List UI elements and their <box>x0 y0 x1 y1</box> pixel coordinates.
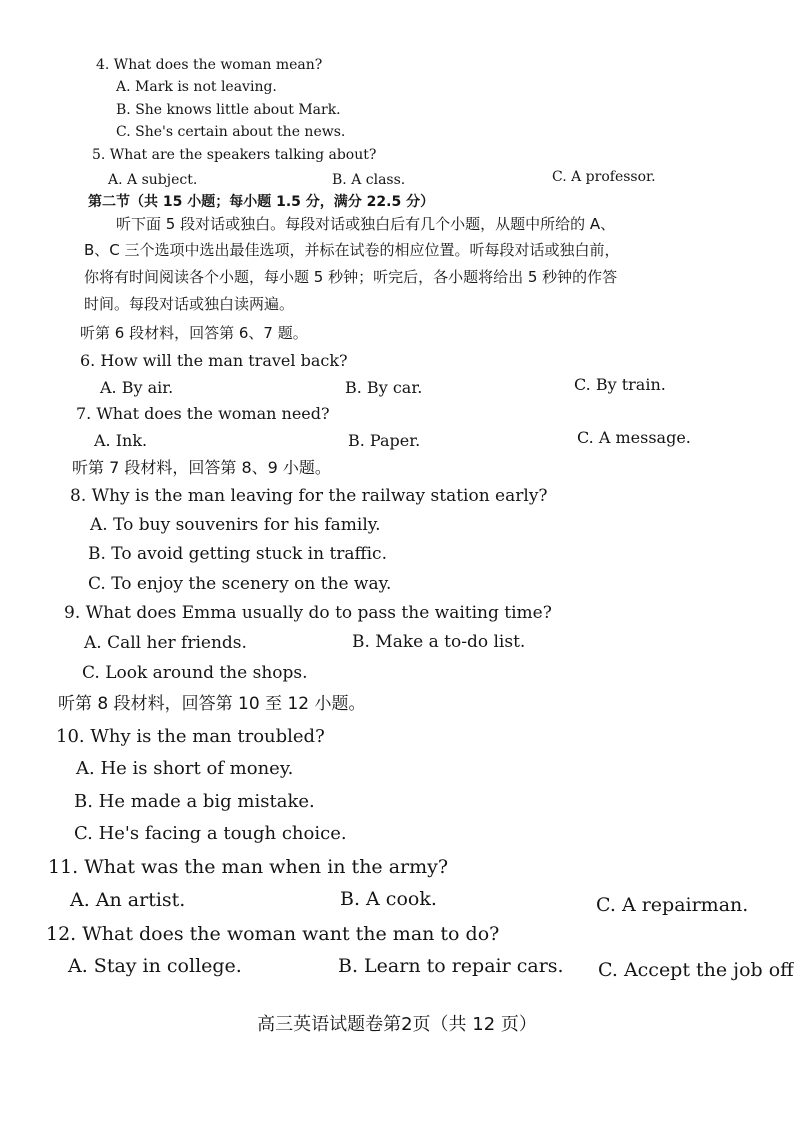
material-6-header: 听第 6 段材料，回答第 6、7 题。 <box>80 324 308 342</box>
material-7-header: 听第 7 段材料，回答第 8、9 小题。 <box>72 458 331 477</box>
question-7-option-c: C. A message. <box>577 428 691 447</box>
section-2-instruction-line-2: B、C 三个选项中选出最佳选项，并标在试卷的相应位置。听每段对话或独白前， <box>84 241 620 259</box>
question-6-option-b: B. By car. <box>345 378 423 397</box>
question-10-option-a: A. He is short of money. <box>76 758 294 779</box>
question-7-option-a: A. Ink. <box>94 431 148 450</box>
question-6-option-a: A. By air. <box>100 378 174 397</box>
question-9-option-c: C. Look around the shops. <box>82 663 308 683</box>
question-10-stem: 10. Why is the man troubled? <box>56 726 325 747</box>
question-8-option-a: A. To buy souvenirs for his family. <box>90 515 381 535</box>
question-9-option-b: B. Make a to-do list. <box>352 632 526 652</box>
question-4-option-c: C. She's certain about the news. <box>116 124 346 140</box>
question-10-option-c: C. He's facing a tough choice. <box>74 823 347 844</box>
question-9-stem: 9. What does Emma usually do to pass the waiting time? <box>64 603 552 623</box>
question-4-option-b: B. She knows little about Mark. <box>116 102 341 118</box>
material-8-header: 听第 8 段材料，回答第 10 至 12 小题。 <box>58 694 366 714</box>
question-5-option-a: A. A subject. <box>108 172 198 188</box>
question-5-option-b: B. A class. <box>332 172 406 188</box>
question-8-option-b: B. To avoid getting stuck in traffic. <box>88 544 387 564</box>
question-7-stem: 7. What does the woman need? <box>76 404 330 423</box>
question-7-option-b: B. Paper. <box>348 431 421 450</box>
section-2-instruction-line-4: 时间。每段对话或独白读两遍。 <box>84 295 295 313</box>
section-2-instruction-line-1: 听下面 5 段对话或独白。每段对话或独白后有几个小题，从题中所给的 A、 <box>116 215 616 233</box>
question-5-option-c: C. A professor. <box>552 169 656 185</box>
section-2-heading: 第二节（共 15 小题；每小题 1.5 分，满分 22.5 分） <box>88 194 435 210</box>
page-footer: 高三英语试题卷第2页（共 12 页） <box>257 1014 537 1035</box>
question-4-stem: 4. What does the woman mean? <box>96 57 323 73</box>
question-4-option-a: A. Mark is not leaving. <box>116 79 277 95</box>
question-12-option-c: C. Accept the job off <box>598 959 794 981</box>
section-2-instruction-line-3: 你将有时间阅读各个小题，每小题 5 秒钟；听完后，各小题将给出 5 秒钟的作答 <box>84 268 618 286</box>
question-11-option-b: B. A cook. <box>340 888 437 910</box>
question-12-stem: 12. What does the woman want the man to do? <box>46 923 500 945</box>
question-11-stem: 11. What was the man when in the army? <box>48 856 449 878</box>
question-12-option-b: B. Learn to repair cars. <box>338 955 564 977</box>
question-8-option-c: C. To enjoy the scenery on the way. <box>88 574 392 594</box>
question-6-stem: 6. How will the man travel back? <box>80 351 348 370</box>
question-9-option-a: A. Call her friends. <box>84 633 247 653</box>
question-5-stem: 5. What are the speakers talking about? <box>92 147 377 163</box>
question-11-option-c: C. A repairman. <box>596 894 749 916</box>
question-6-option-c: C. By train. <box>574 375 666 394</box>
question-8-stem: 8. Why is the man leaving for the railway station early? <box>70 486 548 506</box>
question-12-option-a: A. Stay in college. <box>68 955 242 977</box>
question-10-option-b: B. He made a big mistake. <box>74 791 315 812</box>
question-11-option-a: A. An artist. <box>70 889 186 911</box>
